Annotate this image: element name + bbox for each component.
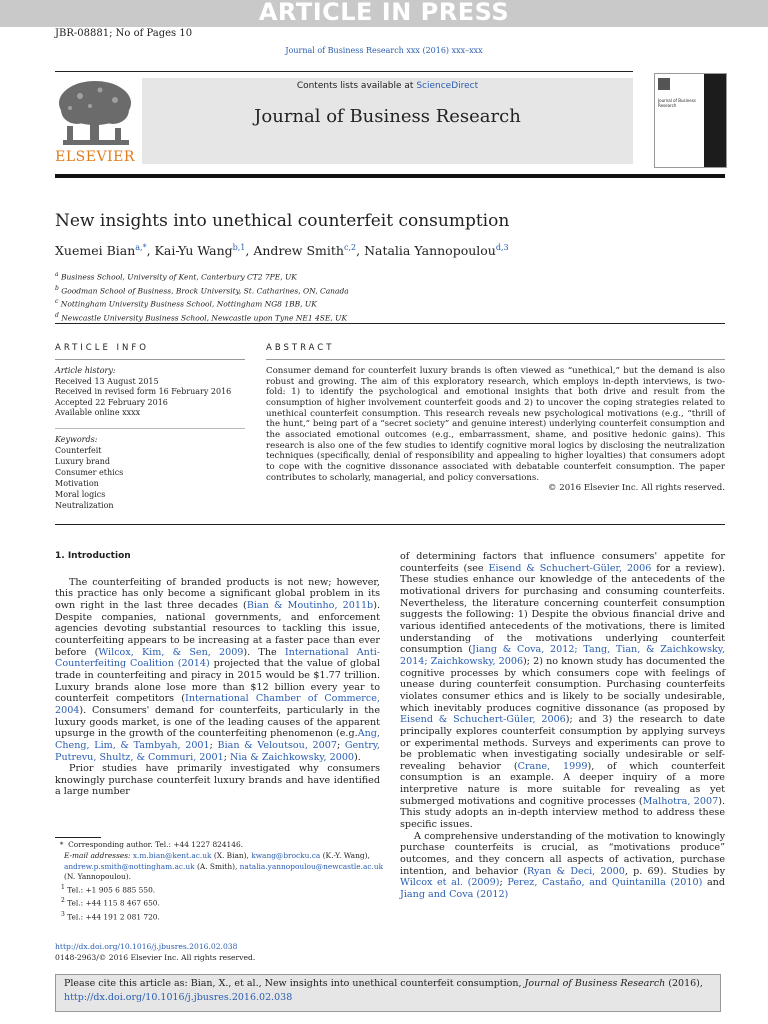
citation-box — [55, 974, 721, 1012]
author-name: Kai-Yu Wang — [154, 243, 233, 259]
cover-logo-icon — [658, 78, 670, 90]
abstract-body — [266, 366, 725, 494]
banner-title: ARTICLE IN PRESS — [258, 0, 510, 26]
paragraph — [400, 831, 725, 901]
copyright: © 2016 Elsevier Inc. All rights reserved. — [547, 483, 725, 494]
text-run: for a review). These studies enhance our knowledge of the antecedents of the motivational drivers for purchasing and consuming counterfeits. Nevertheless, the literature concerning counterfeit consumption suggests the following: 1) Despite the obvious financial drive and various identified antecedents of the motivations, there is limited understanding of the motivations underlying counterfeit consumption ( — [400, 562, 726, 656]
history-label: Article history: — [55, 366, 116, 375]
text-run: ); and 3) the research to date principally explores counterfeit consumption by applying surveys or experimental methods. Surveys and experiments can prove to be problematic when investigating socially undesirable or self-revealing behavior ( — [400, 714, 725, 772]
affiliation-text: Newcastle University Business School, Newcastle upon Tyne NE1 4SE, UK — [61, 313, 348, 322]
keywords-rule — [55, 428, 245, 429]
history-item: Accepted 22 February 2016 — [55, 397, 168, 407]
keywords-label: Keywords: — [55, 435, 98, 444]
telephone-note — [55, 896, 385, 909]
affiliation-line — [55, 310, 349, 324]
citation-link[interactable]: International Chamber of Commerce, 2004 — [55, 693, 380, 716]
keyword-item: Counterfeit — [55, 446, 102, 455]
paragraph: Prior studies have primarily investigated why consumers knowingly purchase counterfeit luxury brands and have identified a large number — [55, 763, 380, 798]
keyword-item: Motivation — [55, 479, 99, 488]
text-run: A comprehensive understanding of the motivation to knowingly purchase counterfeits is crucial, as “motivations produce” outcomes, and they concern all aspects of activation, purchase intention, and behavior ( — [400, 830, 725, 877]
header-rule — [55, 71, 633, 72]
right-column — [400, 551, 725, 901]
footnote-number: 1 — [61, 884, 65, 892]
text-run: ); 2) no known study has documented the cognitive processes by which consumers cope with feelings of unease during counterfeit consumption. Purchasing counterfeits violates consumer ethics and is likely to be socially undesirable, which inevitably produces cognitive dissonance (as proposed by — [400, 655, 725, 714]
affiliation-mark: b — [55, 284, 59, 292]
journal-header-box — [142, 78, 633, 164]
article-info-rule — [55, 359, 245, 360]
history-list — [55, 377, 250, 419]
contents-prefix: Contents lists available at — [296, 81, 414, 91]
abstract-text: Consumer demand for counterfeit luxury brands is often viewed as “unethical,” but the demand is also robust and growing. The aim of this exploratory research, which employs in-depth interviews, is two-fold: 1) to identify the psychological and emotional insights that both drive and result from the consumption of higher involvement counterfeit goods and 2) to uncover the coping strategies related to unethical counterfeit consumption. This research reveals new psychological motivations (e.g., “thrill of the hunt,” being part of a “secret society” and genuine interest) underlying counterfeit consumption and the associated emotional outcomes (e.g., embarrassment, shame, and positive hedonic gains). This research is also one of the few studies to identify cognitive moral logics by disclosing the neutralization techniques (specifically, denial of responsibility and appealing to higher loyalties) that consumers adopt to cope with the cognitive dissonance associated with debatable counterfeit consumption. The paper contributes to scholarly, managerial, and policy conversations. — [266, 366, 725, 483]
telephone-note — [55, 883, 385, 896]
corresponding-note: * Corresponding author. Tel.: +44 1227 824146. — [55, 840, 244, 849]
contents-available — [142, 81, 633, 91]
text-run: ), of which counterfeit consumption is an example. A deeper inquiry of a more interpretive nature is more suitable for revealing as yet submerged motivations and cognitive processes ( — [400, 760, 725, 807]
text-run: The counterfeiting of branded products is not new; however, this practice has only become a significant global problem in its own right in the last three decades ( — [55, 576, 380, 611]
citation-link[interactable]: Jiang and Cova (2012) — [400, 889, 509, 901]
text-run: ). This study adopts an in-depth interview method to address these specific issues. — [400, 795, 725, 831]
footnote-rule — [55, 837, 101, 838]
footnotes — [55, 840, 385, 923]
text-run: ; — [223, 751, 231, 763]
citation-link[interactable]: Nia & Zaichkowsky, 2000 — [230, 751, 355, 763]
citation-link[interactable]: Perez, Castaño, and Quintanilla (2010) — [507, 877, 703, 889]
email-owner: (N. Yannopoulou). — [64, 872, 132, 882]
author-affiliation-mark[interactable]: d,3 — [495, 243, 509, 252]
text-run: and — [702, 877, 725, 889]
paragraph — [55, 577, 380, 764]
left-column — [55, 551, 380, 798]
citation-link[interactable]: Eisend & Schuchert-Güler, 2006 — [488, 562, 652, 574]
abstract-heading: ABSTRACT — [266, 343, 335, 353]
citation-link[interactable]: Ang, Cheng, Lim, & Tambyah, 2001 — [55, 728, 380, 751]
paragraph — [400, 551, 725, 831]
affiliations — [55, 269, 349, 323]
email-label: E-mail addresses: — [64, 850, 133, 860]
author-name: Andrew Smith — [253, 243, 344, 259]
affiliation-text: Goodman School of Business, Brock University, St. Catharines, ON, Canada — [61, 286, 349, 295]
section-divider — [55, 323, 725, 324]
author-affiliation-mark[interactable]: b,1 — [232, 243, 246, 252]
keyword-item: Luxury brand — [55, 457, 111, 466]
citation-link[interactable]: Bian & Veloutsou, 2007 — [217, 739, 337, 751]
affiliation-mark: d — [55, 311, 59, 319]
header-thick-rule — [55, 174, 725, 178]
email-owner: (A. Smith), — [194, 861, 240, 871]
journal-line-link[interactable]: Journal of Business Research xxx (2016) xxx–xxx — [285, 46, 483, 55]
telephone-text: Tel.: +1 905 6 885 550. — [67, 885, 156, 895]
citation-link[interactable]: Ryan & Deci, 2000 — [526, 865, 625, 877]
text-run: of determining factors that influence consumers' appetite for counterfeits (see — [400, 551, 725, 574]
footnote-number: 3 — [61, 910, 65, 918]
email-link[interactable]: kwang@brocku.ca — [251, 850, 321, 860]
telephone-notes — [55, 883, 385, 923]
journal-cover-thumbnail[interactable] — [654, 73, 727, 168]
affiliation-mark: a — [55, 271, 59, 278]
text-run: ). Despite companies, national governments, and enforcement agencies devoting substantial resources to tackling this issue, counterfeiting appears to be increasing at a faster pace than ever before ( — [55, 599, 380, 658]
journal-name: Journal of Business Research — [254, 106, 521, 127]
telephone-text: Tel.: +44 115 8 467 650. — [67, 898, 160, 908]
text-run: ). — [354, 751, 361, 763]
elsevier-wordmark: ELSEVIER — [55, 149, 135, 165]
footnote-number: 2 — [61, 897, 65, 905]
affiliation-line — [55, 269, 349, 283]
article-title: New insights into unethical counterfeit consumption — [55, 211, 510, 231]
text-run: ). Consumers' demand for counterfeits, particularly in the luxury goods market, is one of the leading causes of the apparent upsurge in the growth of the counterfeiting phenomenon (e.g. — [55, 704, 380, 740]
keyword-item: Moral logics — [55, 490, 106, 499]
keyword-item: Neutralization — [55, 501, 114, 510]
corresponding-text: Corresponding author. Tel.: +44 1227 824146. — [68, 840, 244, 849]
keyword-item: Consumer ethics — [55, 468, 124, 477]
abstract-rule — [266, 359, 725, 360]
author-list: Xuemei Bian$^{a,*}$, Kai-Yu Wang$^{b,1}$, Andrew Smith$^{c,2}$, Natalia Yannopoulou$^{d,3}$ — [55, 243, 509, 259]
affiliation-text: Nottingham University Business School, Nottingham NG8 1BB, UK — [60, 299, 317, 309]
section-heading-introduction: 1. Introduction — [55, 551, 131, 561]
text-run: projected that the value of global trade in counterfeiting and piracy in 2015 would be $1.77 trillion. Luxury brands alone lose more than $12 billion every year to counterfeit competitors ( — [55, 658, 380, 705]
citation-doi-link[interactable]: http://dx.doi.org/10.1016/j.jbusres.2016.02.038 — [64, 992, 293, 1003]
citation-link[interactable]: Gentry, Putrevu, Shultz, & Commuri, 2001 — [55, 739, 380, 763]
cover-title: Journal of Business Research — [658, 98, 696, 108]
history-item: Received in revised form 16 February 2016 — [55, 387, 232, 396]
email-owner: (X. Bian), — [211, 850, 252, 860]
article-info-heading: ARTICLE INFO — [55, 343, 149, 353]
sciencedirect-link[interactable]: ScienceDirect — [416, 81, 479, 91]
text-run: , p. 69). Studies by — [624, 865, 725, 877]
article-in-press-banner — [0, 0, 768, 27]
email-link[interactable]: x.m.bian@kent.ac.uk — [132, 850, 212, 860]
affiliation-mark: c — [55, 298, 59, 305]
email-link[interactable]: andrew.p.smith@nottingham.ac.uk — [64, 861, 195, 871]
history-item: Received 13 August 2015 — [55, 376, 159, 386]
affiliation-line — [55, 296, 349, 310]
text-run: ). The — [243, 646, 285, 658]
journal-citation-line[interactable] — [0, 46, 768, 55]
article-id: JBR-08881; No of Pages 10 — [55, 28, 193, 39]
keywords — [55, 434, 123, 511]
text-run: ; — [209, 739, 218, 751]
citation-link[interactable]: International Anti-Counterfeiting Coalition (2014) — [55, 646, 380, 670]
citation-link[interactable]: Malhotra, 2007 — [642, 795, 719, 807]
affiliation-line — [55, 283, 349, 297]
text-run: ; — [336, 739, 345, 751]
email-link[interactable]: natalia.yannopoulou@newcastle.ac.uk — [239, 861, 384, 871]
citation-prefix: Please cite this article as: Bian, X., et al., New insights into unethical counterfeit consumption, — [64, 978, 525, 989]
citation-link[interactable]: Eisend & Schuchert-Güler, 2006 — [400, 714, 566, 726]
citation-link[interactable]: Wilcox, Kim, & Sen, 2009 — [98, 646, 244, 658]
citation-journal: Journal of Business Research — [524, 978, 666, 989]
author-name: Natalia Yannopoulou — [364, 243, 496, 259]
citation-year: (2016), — [665, 978, 703, 989]
citation-link[interactable]: Crane, 1999 — [517, 760, 588, 772]
citation-link[interactable]: Wilcox et al. (2009) — [400, 877, 500, 889]
cover-dark-band — [704, 74, 726, 167]
body-divider — [55, 524, 725, 525]
email-owner: (K.-Y. Wang), — [320, 850, 370, 860]
author-affiliation-mark[interactable]: a,* — [135, 243, 147, 252]
email-note — [55, 851, 385, 883]
article-history — [55, 366, 250, 419]
history-item: Available online xxxx — [55, 408, 141, 417]
telephone-note — [55, 910, 385, 923]
author-affiliation-mark[interactable]: c,2 — [343, 243, 357, 252]
doi-link[interactable]: http://dx.doi.org/10.1016/j.jbusres.2016.02.038 — [55, 942, 238, 951]
doi-block — [55, 941, 255, 963]
affiliation-text: Business School, University of Kent, Canterbury CT2 7PE, UK — [60, 272, 297, 282]
citation-link[interactable]: Bian & Moutinho, 2011b — [246, 599, 374, 611]
author-name: Xuemei Bian — [55, 243, 136, 259]
issn-line: 0148-2963/© 2016 Elsevier Inc. All rights reserved. — [55, 953, 256, 962]
telephone-text: Tel.: +44 191 2 081 720. — [67, 912, 160, 922]
text-run: ; — [499, 877, 508, 889]
citation-link[interactable]: Jiang & Cova, 2012; Tang, Tian, & Zaichkowsky, 2014; Zaichkowsky, 2006 — [400, 644, 726, 667]
keyword-list — [55, 445, 123, 511]
